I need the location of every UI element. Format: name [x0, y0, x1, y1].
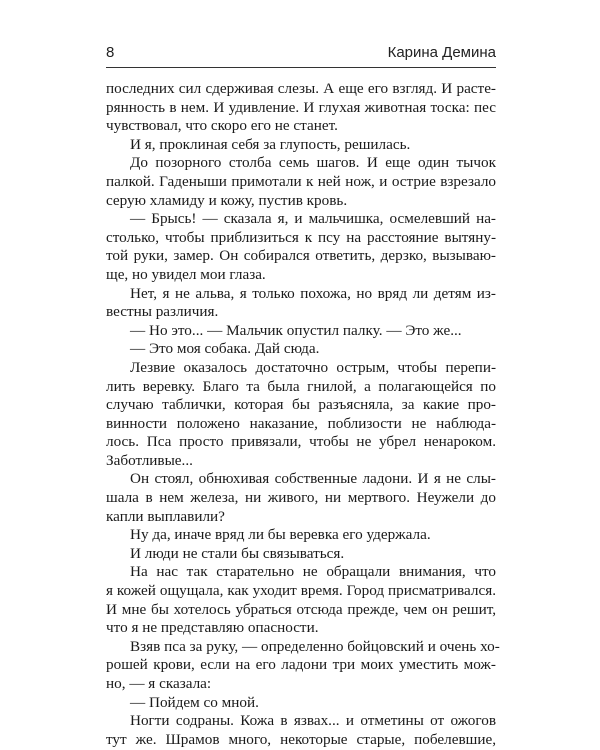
running-head-author: Карина Демина	[387, 44, 496, 61]
text-line: винности положено наказание, поблизости не наблюда-	[106, 414, 496, 432]
text-line: — Но это... — Мальчик опустил палку. — Это же...	[130, 321, 462, 339]
text-line: И мне бы хотелось убраться отсюда прежде, чем он решит,	[106, 600, 496, 618]
text-line: последних сил сдерживая слезы. А еще его взгляд. И расте-	[106, 80, 496, 97]
text-line: рянность в нем. И удивление. И глухая животная тоска: пес	[106, 98, 496, 116]
text-line: Он стоял, обнюхивая собственные ладони. И я не слы-	[130, 470, 496, 488]
text-line: Нет, я не альва, я только похожа, но вряд ли детям из-	[130, 284, 496, 302]
text-line: До позорного столба семь шагов. И еще один тычок	[130, 154, 496, 172]
page-header	[106, 38, 496, 66]
text-line: — Брысь! — сказала я, и мальчишка, осмелевший на-	[130, 210, 496, 228]
text-line: — Это моя собака. Дай сюда.	[130, 340, 320, 358]
text-line: лить веревку. Благо та была гнилой, а полагающейся по	[106, 377, 496, 395]
text-line: но, — я сказала:	[106, 675, 212, 692]
text-line: И люди не стали бы связываться.	[130, 544, 345, 562]
text-line: лось. Пса просто привязали, чтобы не убрел ненароком.	[106, 433, 496, 451]
text-line: шала в нем железа, ни живого, ни мертвого. Неужели до	[106, 489, 496, 507]
text-line: рошей крови, если на его ладони три моих уместить мож-	[106, 656, 496, 674]
text-line: капли выплавили?	[106, 507, 225, 525]
text-line: Заботливые...	[106, 451, 193, 469]
page-body	[106, 80, 500, 749]
text-line: чувствовал, что скоро его не станет.	[106, 117, 338, 135]
text-line: На нас так старательно не обращали внимания, что	[130, 563, 496, 581]
text-line: Лезвие оказалось достаточно острым, чтобы перепи-	[130, 358, 496, 376]
text-line: тут же. Шрамов много, некоторые старые, побелевшие,	[106, 730, 496, 748]
text-line: Взяв пса за руку, — определенно бойцовский и очень хо-	[130, 637, 500, 655]
text-line: вестны различия.	[106, 303, 219, 321]
text-line: серую хламиду и кожу, пустив кровь.	[106, 191, 348, 209]
text-line: той руки, замер. Он собирался ответить, дерзко, вызываю-	[106, 247, 496, 265]
text-line: И я, проклиная себя за глупость, решилась.	[130, 135, 411, 153]
text-line: я кожей ощущала, как уходит время. Город присматривался.	[106, 582, 496, 600]
text-line: случаю таблички, которая бы разъясняла, за какие про-	[106, 396, 496, 414]
text-line: — Пойдем со мной.	[130, 693, 259, 711]
header-rule	[106, 67, 496, 68]
text-line: Ногти содраны. Кожа в язвах... и отметины от ожогов	[130, 712, 496, 730]
text-line: ще, но увидел мои глаза.	[106, 265, 266, 283]
text-line: палкой. Гаденыши примотали к ней нож, и острие взрезало	[106, 172, 496, 190]
page-number: 8	[106, 44, 115, 61]
text-line: что я не представляю опасности.	[106, 619, 319, 637]
text-line: столько, чтобы приблизиться к псу на расстояние вытяну-	[106, 228, 496, 246]
text-line: Ну да, иначе вряд ли бы веревка его удержала.	[130, 526, 431, 544]
